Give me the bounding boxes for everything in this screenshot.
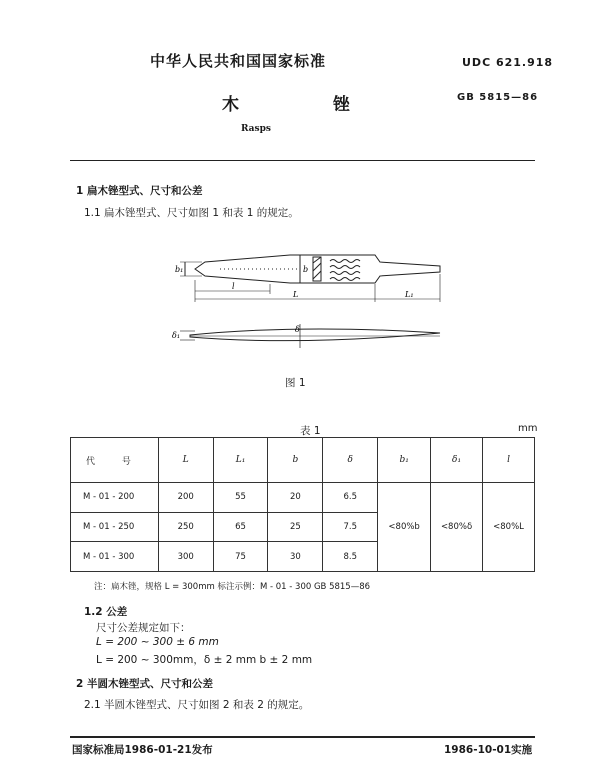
- table-header-row: [71, 438, 535, 483]
- cell-delta: 6.5: [323, 483, 378, 513]
- footer-rule: [70, 736, 535, 738]
- cell-b: 20: [268, 483, 323, 513]
- dim-label-l: l: [232, 282, 235, 291]
- tolerance-line-2: L = 200 ~ 300mm，δ ± 2 mm b ± 2 mm: [96, 654, 313, 666]
- effective-date: 1986-10-01实施: [444, 744, 533, 756]
- figure-1-caption: 图 1: [285, 377, 306, 389]
- rasp-top-view: [180, 255, 440, 302]
- dim-label-b1: b₁: [175, 265, 184, 274]
- cell-L: 250: [158, 512, 213, 542]
- cell-L1: 55: [213, 483, 268, 513]
- header-rule: [70, 160, 535, 161]
- col-header-b: b: [268, 438, 323, 483]
- standard-name: 中华人民共和国国家标准: [150, 52, 327, 70]
- cell-code: M - 01 - 250: [71, 512, 159, 542]
- dim-label-L: L: [293, 290, 299, 299]
- table-note: 注：扁木锉，规格 L = 300mm 标注示例：M - 01 - 300 GB 5815—86: [94, 582, 371, 592]
- section-1-2-heading: 1.2 公差: [84, 606, 128, 618]
- col-header-b1: b₁: [378, 438, 431, 483]
- col-header-code: 代 号: [71, 438, 159, 483]
- cell-L: 300: [158, 542, 213, 572]
- cell-b: 25: [268, 512, 323, 542]
- table-unit: mm: [518, 423, 538, 434]
- col-header-L: L: [158, 438, 213, 483]
- tolerance-line-1: L = 200 ~ 300 ± 6 mm: [96, 636, 219, 648]
- dim-label-L1: L₁: [405, 290, 414, 299]
- cell-L1: 75: [213, 542, 268, 572]
- document-subtitle: Rasps: [241, 124, 271, 134]
- section-1-heading: 1 扁木锉型式、尺寸和公差: [76, 185, 203, 197]
- dim-label-b: b: [303, 265, 309, 274]
- section-2-heading: 2 半圆木锉型式、尺寸和公差: [76, 678, 213, 690]
- col-header-L1: L₁: [213, 438, 268, 483]
- col-header-l: l: [483, 438, 535, 483]
- figure-1-drawing: [150, 236, 450, 371]
- dim-label-delta1: δ₁: [172, 331, 181, 340]
- section-2-1-text: 2.1 半圆木锉型式、尺寸如图 2 和表 2 的规定。: [84, 699, 310, 711]
- col-header-delta1: δ₁: [431, 438, 483, 483]
- gb-code: GB 5815—86: [457, 92, 539, 103]
- document-title: 木 锉: [222, 95, 394, 115]
- cell-b: 30: [268, 542, 323, 572]
- cell-delta: 7.5: [323, 512, 378, 542]
- cell-delta: 8.5: [323, 542, 378, 572]
- cell-b1-merged: <80%b: [378, 483, 431, 572]
- cell-code: M - 01 - 200: [71, 483, 159, 513]
- udc-code: UDC 621.918: [462, 56, 554, 69]
- rasp-side-view: [180, 324, 440, 348]
- cell-delta1-merged: <80%δ: [431, 483, 483, 572]
- table-row: [71, 483, 535, 513]
- col-header-delta: δ: [323, 438, 378, 483]
- cell-L1: 65: [213, 512, 268, 542]
- cell-code: M - 01 - 300: [71, 542, 159, 572]
- cell-L: 200: [158, 483, 213, 513]
- tolerance-intro: 尺寸公差规定如下：: [96, 622, 191, 634]
- cell-l-merged: <80%L: [483, 483, 535, 572]
- section-1-1-text: 1.1 扁木锉型式、尺寸如图 1 和表 1 的规定。: [84, 207, 299, 219]
- table-1-caption: 表 1: [300, 425, 321, 437]
- issue-date: 国家标准局1986-01-21发布: [72, 744, 213, 756]
- table-1: [70, 437, 535, 572]
- dim-label-delta: δ: [295, 325, 300, 334]
